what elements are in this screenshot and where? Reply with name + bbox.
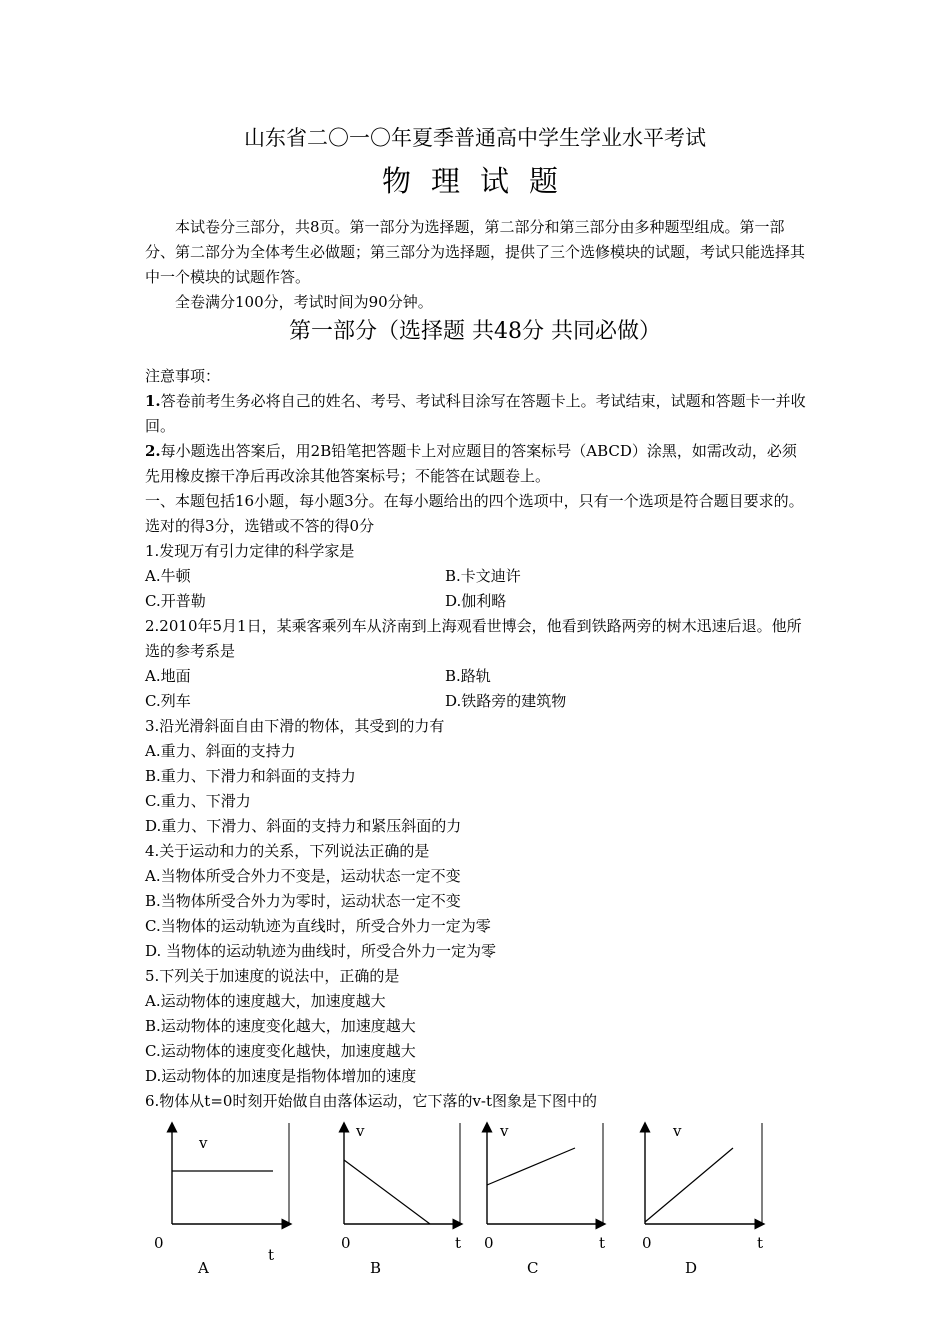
graph-d-line (645, 1148, 733, 1222)
graph-d-t-label: t (757, 1234, 764, 1252)
question-stem: 6.物体从t=0时刻开始做自由落体运动，它下落的v-t图象是下图中的 (145, 1092, 598, 1110)
option-d: D.运动物体的加速度是指物体增加的速度 (145, 1067, 417, 1085)
option-c: C.运动物体的速度变化越快，加速度越大 (145, 1042, 416, 1060)
graph-c-v-label: v (500, 1122, 509, 1140)
question-6 (145, 1089, 810, 1114)
option-row (145, 564, 810, 589)
graph-d (645, 1123, 762, 1224)
option-d: D.重力、下滑力、斜面的支持力和紧压斜面的力 (145, 817, 462, 835)
question-2 (145, 614, 810, 714)
graph-b-v-label: v (356, 1122, 365, 1140)
graph-b-t-label: t (455, 1234, 462, 1252)
intro-section (145, 215, 810, 315)
question-stem: 3.沿光滑斜面自由下滑的物体，其受到的力有 (145, 717, 445, 735)
graph-d-origin: 0 (642, 1234, 652, 1252)
graph-a-v-label: v (199, 1134, 208, 1152)
graph-b-origin: 0 (341, 1234, 351, 1252)
graph-d-v-label: v (673, 1122, 682, 1140)
graph-a-caption: A (198, 1259, 209, 1277)
graph-c-line (487, 1148, 575, 1185)
note-1-text: 答卷前考生务必将自己的姓名、考号、考试科目涂写在答题卡上。考试结束，试题和答题卡一并收回。 (145, 392, 806, 435)
option-a: A.牛顿 (145, 567, 191, 585)
notes-heading: 注意事项： (145, 367, 221, 385)
section-instruction: 一、本题包括16小题，每小题3分。在每小题给出的四个选项中，只有一个选项是符合题目要求的。选对的得3分，选错或不答的得0分 (145, 492, 804, 535)
graph-c-origin: 0 (484, 1234, 494, 1252)
option-c: C.重力、下滑力 (145, 792, 251, 810)
exam-title: 山东省二〇一〇年夏季普通高中学生学业水平考试 (244, 126, 706, 150)
question-stem: 2.2010年5月1日，某乘客乘列车从济南到上海观看世博会，他看到铁路两旁的树木迅速后退。他所选的参考系是 (145, 617, 802, 660)
question-5 (145, 964, 810, 1089)
option-b: B.运动物体的速度变化越大，加速度越大 (145, 1017, 416, 1035)
option-b: B.重力、下滑力和斜面的支持力 (145, 767, 356, 785)
option-row (145, 589, 810, 614)
question-stem: 5.下列关于加速度的说法中，正确的是 (145, 967, 400, 985)
question-4 (145, 839, 810, 964)
option-d: D.伽利略 (445, 592, 507, 610)
option-a: A.当物体所受合外力不变是，运动状态一定不变 (145, 867, 461, 885)
graph-b-line (344, 1160, 430, 1224)
graph-d-caption: D (685, 1259, 698, 1277)
option-a: A.地面 (145, 667, 191, 685)
graph-c-t-label: t (599, 1234, 606, 1252)
intro-paragraph-1: 本试卷分三部分，共8页。第一部分为选择题，第二部分和第三部分由多种题型组成。第一部分、第二部分为全体考生必做题；第三部分为选择题，提供了三个选修模块的试题，考试只能选择其中一个模块的试题作答。 (145, 218, 806, 286)
option-b: B.当物体所受合外力为零时，运动状态一定不变 (145, 892, 461, 910)
option-d: D. 当物体的运动轨迹为曲线时，所受合外力一定为零 (145, 942, 497, 960)
option-b: B.路轨 (445, 667, 491, 685)
graph-c-caption: C (527, 1259, 539, 1277)
option-row (145, 689, 810, 714)
option-c: C.当物体的运动轨迹为直线时，所受合外力一定为零 (145, 917, 491, 935)
graph-a (172, 1123, 289, 1224)
option-d: D.铁路旁的建筑物 (445, 692, 567, 710)
question-1 (145, 539, 810, 614)
question-stem: 4.关于运动和力的关系，下列说法正确的是 (145, 842, 430, 860)
note-2-number: 2. (145, 442, 161, 460)
graph-b-caption: B (370, 1259, 382, 1277)
option-a: A.重力、斜面的支持力 (145, 742, 296, 760)
intro-paragraph-2: 全卷满分100分，考试时间为90分钟。 (175, 293, 433, 311)
option-b: B.卡文迪许 (445, 567, 521, 585)
section-title: 第一部分（选择题 共48分 共同必做） (289, 319, 661, 344)
vt-graphs-figure (0, 1115, 950, 1295)
note-2 (145, 439, 810, 489)
option-c: C.列车 (145, 692, 191, 710)
option-c: C.开普勒 (145, 592, 206, 610)
graph-a-origin: 0 (154, 1234, 164, 1252)
question-3 (145, 714, 810, 839)
note-2-text: 每小题选出答案后，用2B铅笔把答题卡上对应题目的答案标号（ABCD）涂黑，如需改动，必须先用橡皮擦干净后再改涂其他答案标号；不能答在试题卷上。 (145, 442, 797, 485)
option-row (145, 664, 810, 689)
question-stem: 1.发现万有引力定律的科学家是 (145, 542, 355, 560)
option-a: A.运动物体的速度越大，加速度越大 (145, 992, 386, 1010)
subject-title: 物理试题 (381, 164, 578, 198)
graph-a-t-label: t (268, 1246, 275, 1264)
exam-body (145, 364, 810, 1114)
note-1-number: 1. (145, 392, 161, 410)
note-1 (145, 389, 810, 439)
